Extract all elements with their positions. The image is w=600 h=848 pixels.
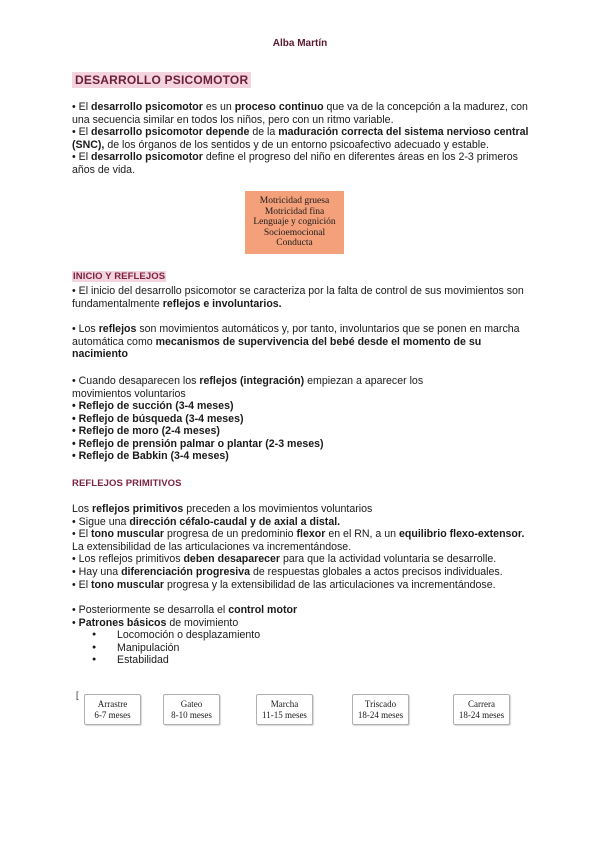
stage-age: 18-24 meses [357, 709, 404, 720]
stage-name: Gateo [180, 699, 203, 709]
stage-box-triscado [352, 694, 409, 725]
section-heading-reflejos-primitivos: REFLEJOS PRIMITIVOS [72, 478, 182, 489]
section2-line: Los reflejos primitivos preceden a los movimientos voluntarios [72, 503, 373, 515]
reflex-item: • Reflejo de búsqueda (3-4 meses) [72, 412, 244, 425]
section2-line: • Patrones básicos de movimiento [72, 616, 239, 629]
page-title: DESARROLLO PSICOMOTOR [72, 72, 251, 88]
section2-line: • Sigue una dirección céfalo-caudal y de axial a distal. [72, 515, 341, 528]
intro-paragraph-1: • El desarrollo psicomotor es un proceso continuo que va de la concepción a la madurez, con una secuencia similar en todos los niños, pero con un ritmo variable. [72, 101, 528, 126]
section2-line: • El tono muscular progresa y la extensibilidad de las articulaciones va incrementándose. [72, 578, 496, 591]
reflex-item: • Reflejo de Babkin (3-4 meses) [72, 450, 229, 463]
stage-box-gateo [163, 694, 220, 725]
pattern-item: ● Locomoción o desplazamiento [92, 629, 260, 642]
reflex-item: • Reflejo de moro (2-4 meses) [72, 425, 220, 438]
area-item: Motricidad gruesa [259, 196, 330, 207]
area-item: Conducta [276, 238, 313, 249]
section2-line: • Hay una diferenciación progresiva de respuestas globales a actos precisos individuales. [72, 565, 503, 578]
stage-age: 11-15 meses [262, 709, 307, 720]
area-item: Socioemocional [263, 227, 326, 238]
stage-box-arrastre [84, 694, 141, 725]
reflexes-list [72, 400, 532, 463]
stage-box-carrera [453, 694, 510, 725]
section1-p1: • El inicio del desarrollo psicomotor se caracteriza por la falta de control de sus movimientos son fundamentalmente reflejos e involuntarios. [72, 285, 524, 310]
section2-line: • Los reflejos primitivos deben desaparecer para que la actividad voluntaria se desarrolle. [72, 553, 497, 566]
intro-paragraph-2: • El desarrollo psicomotor depende de la maduración correcta del sistema nervioso central (SNC), de los órganos de los sentidos y de un entorno psicoafectivo adecuado y estable. [72, 126, 529, 151]
stage-name: Arrastre [97, 699, 128, 709]
area-item: Motricidad fina [264, 206, 325, 217]
section-heading-inicio: INICIO Y REFLEJOS [73, 271, 166, 282]
pattern-item: ● Manipulación [92, 642, 260, 655]
section2-line: • Posteriormente se desarrolla el control motor [72, 604, 298, 616]
section1-p3: • Cuando desaparecen los reflejos (integración) empiezan a aparecer los movimientos voluntarios [72, 375, 424, 400]
intro-block [72, 101, 532, 177]
area-item: Lenguaje y cognición [253, 217, 336, 228]
section2-line: • El tono muscular progresa de un predominio flexor en el RN, a un equilibrio flexo-extensor. La extensibilidad de las articulaciones va incrementándose. [72, 528, 525, 553]
stage-age: 18-24 meses [458, 709, 505, 720]
stage-name: Carrera [468, 699, 495, 709]
intro-paragraph-3: • El desarrollo psicomotor define el progreso del niño en diferentes áreas en los 2-3 primeros años de vida. [72, 151, 518, 176]
reflex-item: • Reflejo de prensión palmar o plantar (2-3 meses) [72, 437, 324, 450]
pattern-item: ● Estabilidad [92, 654, 260, 667]
stage-age: 8-10 meses [171, 709, 212, 720]
stage-name: Triscado [364, 699, 397, 709]
stage-box-marcha [256, 694, 313, 725]
movement-patterns-list [92, 629, 260, 667]
author-header: Alba Martín [272, 38, 328, 49]
development-areas-box [245, 191, 344, 254]
stage-age: 6-7 meses [94, 709, 131, 720]
section2-block-2 [72, 604, 532, 629]
stage-name: Marcha [270, 699, 299, 709]
section2-block [72, 503, 532, 591]
reflex-item: • Reflejo de succión (3-4 meses) [72, 400, 234, 412]
section1-p2: • Los reflejos son movimientos automáticos y, por tanto, involuntarios que se ponen en marcha automática como mecanismos de supervivencia del bebé desde el momento de su nacimiento [72, 323, 520, 361]
bracket-mark: [ [76, 690, 79, 700]
